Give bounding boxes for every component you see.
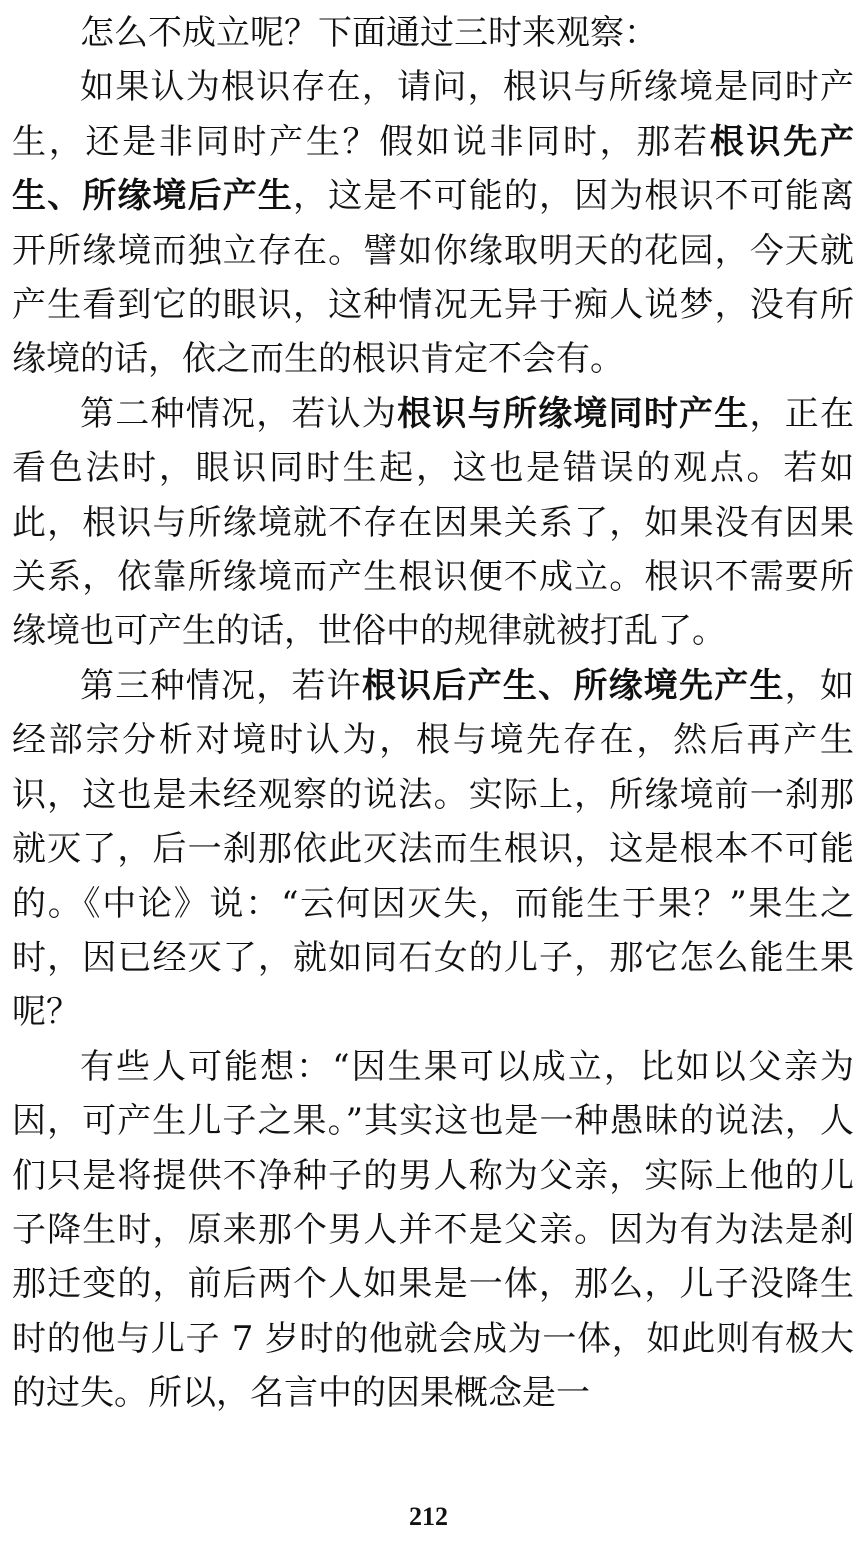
- text-run: 怎么不成立呢？下面通过三时来观察：: [80, 13, 658, 53]
- emphasized-text: 根识与所缘境同时产生: [397, 393, 750, 434]
- text-run: ，这是不可能的，因为根识不可能离开所缘境而独立存在。譬如你缘取明天的花园，今天就产生看到它的眼识，这种情况无异于痴人说梦，没有所缘境的话，依之而生的根识肯定不会有。: [12, 176, 855, 380]
- paragraph: [12, 387, 854, 659]
- page-number: 212: [409, 1502, 448, 1531]
- text-run: 如果认为根识存在，请问，根识与所缘境是同时产生，还是非同时产生？假如说非同时，那若: [12, 67, 854, 162]
- paragraph: [12, 1040, 854, 1421]
- paragraph: [12, 60, 854, 386]
- emphasized-text: 根识先产生、所缘境后产生: [12, 121, 855, 217]
- text-run: 第二种情况，若认为: [80, 393, 398, 434]
- text-run: 有些人可能想：“因生果可以成立，比如以父亲为因，可产生儿子之果。”其实这也是一种愚昧的说法，人们只是将提供不净种子的男人称为父亲，实际上他的儿子降生时，原来那个男人并不是父亲。因为有为法是刹那迁变的，前后两个人如果是一体，那么，儿子没降生时的他与儿子 7 岁时的他就会成为一体，如此则有极大的过失。所以，名言中的因果概念是一: [12, 1046, 854, 1414]
- paragraph: [12, 6, 854, 60]
- text-run: ，如经部宗分析对境时认为，根与境先存在，然后再产生识，这也是未经观察的说法。实际上，所缘境前一刹那就灭了，后一刹那依此灭法而生根识，这是根本不可能的。《中论》说：“云何因灭失，而能生于果？”果生之时，因已经灭了，就如同石女的儿子，那它怎么能生果呢？: [12, 665, 855, 1033]
- emphasized-text: 根识后产生、所缘境先产生: [361, 665, 785, 706]
- document-page: [12, 6, 854, 1421]
- text-run: 第三种情况，若许: [80, 665, 362, 706]
- body-text: [12, 6, 854, 1421]
- paragraph: [12, 659, 854, 1040]
- text-run: ，正在看色法时，眼识同时生起，这也是错误的观点。若如此，根识与所缘境就不存在因果关系了，如果没有因果关系，依靠所缘境而产生根识便不成立。根识不需要所缘境也可产生的话，世俗中的规律就被打乱了。: [12, 393, 855, 652]
